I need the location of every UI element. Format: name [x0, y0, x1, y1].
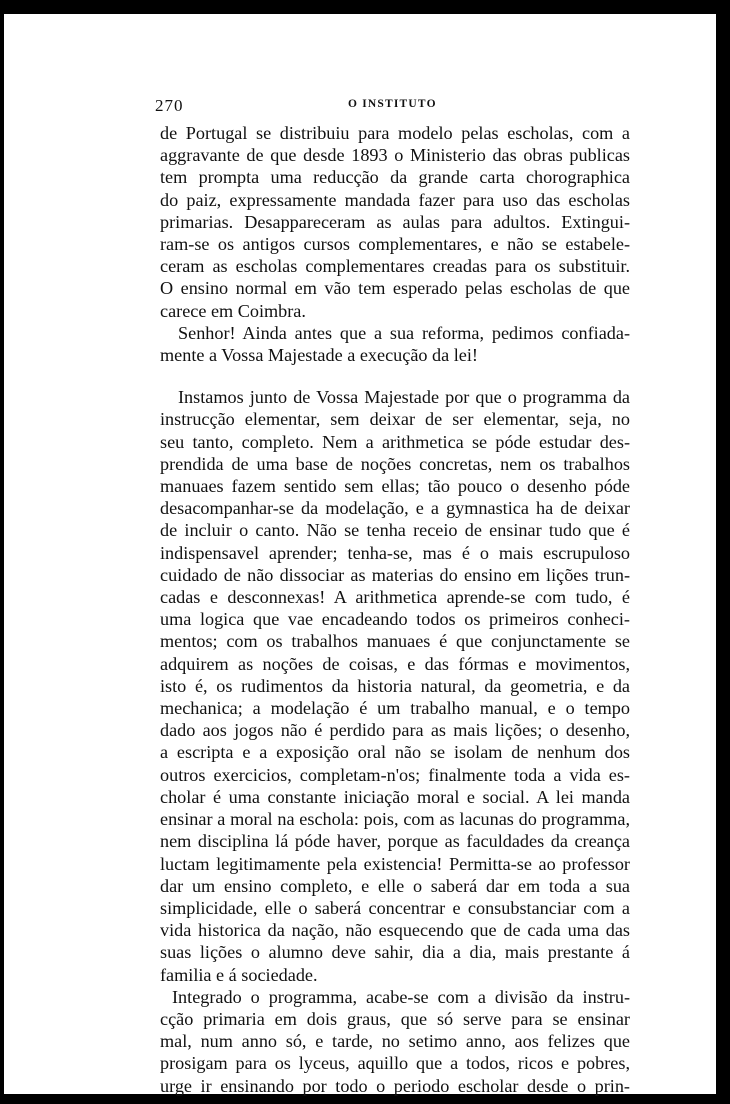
paragraph: [160, 322, 630, 366]
text-line: mal, num anno só, e tarde, no setimo anno, aos felizes que: [160, 1031, 630, 1052]
scan-border-left: [0, 0, 4, 1104]
text-line: aggravante de que desde 1893 o Ministerio das obras publicas: [160, 145, 630, 166]
text-line: familia e á sociedade.: [160, 964, 318, 985]
text-line: suas lições o alumno deve sahir, dia a dia, mais prestante á: [160, 942, 630, 963]
text-line: cholar é uma constante iniciação moral e social. A lei manda: [160, 786, 630, 807]
text-line: dado aos jogos não é perdido para as mais lições; o desenho,: [160, 720, 630, 741]
text-line: urge ir ensinando por todo o periodo escholar desde o prin-: [160, 1075, 630, 1096]
text-line: primarias. Desappareceram as aulas para adultos. Extingui-: [160, 211, 630, 232]
text-line: luctam legitimamente pela existencia! Permitta-se ao professor: [160, 853, 630, 874]
text-line: a escripta e a exposição oral não se isolam de nenhum dos: [160, 742, 630, 763]
journal-title: O INSTITUTO: [348, 98, 437, 110]
text-line: cção primaria em dois graus, que só serve para se ensinar: [160, 1008, 630, 1029]
paragraph: [160, 986, 630, 1097]
text-line: adquirem as noções de coisas, e das fórmas e movimentos,: [160, 653, 630, 674]
running-head: [155, 92, 630, 120]
text-line: ensinar a moral na eschola: pois, com as lacunas do programma,: [160, 809, 630, 830]
text-line: prendida de uma base de noções concretas, nem os trabalhos: [160, 453, 630, 474]
text-line: desacompanhar-se da modelação, e a gymnastica ha de deixar: [160, 498, 630, 519]
text-line: isto é, os rudimentos da historia natural, da geometria, e da: [160, 675, 630, 696]
text-line: Integrado o programma, acabe-se com a divisão da instru-: [172, 986, 630, 1007]
scan-border-right: [716, 0, 730, 1104]
text-line: carece em Coimbra.: [160, 300, 306, 321]
text-line: manuaes fazem sentido sem ellas; tão pouco o desenho póde: [160, 476, 630, 497]
text-line: ceram as escholas complementares creadas para os substituir.: [160, 256, 630, 277]
text-line: O ensino normal em vão tem esperado pelas escholas de que: [160, 278, 630, 299]
text-line: simplicidade, elle o saberá concentrar e consubstanciar com a: [160, 897, 630, 918]
text-line: indispensavel aprender; tenha-se, mas é o mais escrupuloso: [160, 542, 630, 563]
text-line: prosigam para os lyceus, aquillo que a todos, ricos e pobres,: [160, 1053, 630, 1074]
text-line: de Portugal se distribuiu para modelo pelas escholas, com a: [160, 123, 630, 143]
text-line: tem prompta uma reducção da grande carta chorographica: [160, 167, 630, 188]
text-line: dar um ensino completo, e elle o saberá dar em toda a sua: [160, 875, 630, 896]
text-line: Instamos junto de Vossa Majestade por que o programma da: [178, 387, 630, 408]
text-line: outros exercicios, completam-n'os; finalmente toda a vida es-: [160, 764, 630, 785]
text-line: ram-se os antigos cursos complementares, e não se estabele-: [160, 234, 630, 255]
text-line: mechanica; a modelação é um trabalho manual, e o tempo: [160, 698, 630, 719]
text-line: vida historica da nação, não esquecendo que de cada uma das: [160, 920, 630, 941]
text-line: Senhor! Ainda antes que a sua reforma, pedimos confiada-: [178, 322, 630, 343]
text-line: cuidado de não dissociar as materias do ensino em lições trun-: [160, 564, 630, 585]
paragraph-gap: [160, 366, 630, 386]
scan-border-top: [0, 0, 730, 14]
paragraph: [160, 122, 630, 322]
book-page: [155, 92, 630, 1097]
text-line: cadas e desconnexas! A arithmetica aprende-se com tudo, é: [160, 587, 630, 608]
text-line: mentos; com os trabalhos manuaes é que conjunctamente se: [160, 631, 630, 652]
text-line: do paiz, expressamente mandada fazer para uso das escholas: [160, 189, 630, 210]
text-line: nem disciplina lá póde haver, porque as faculdades da creança: [160, 831, 630, 852]
paragraph: [160, 386, 630, 985]
text-line: seu tanto, completo. Nem a arithmetica se póde estudar des-: [160, 431, 630, 452]
body-text: [160, 122, 630, 1097]
text-line: uma logica que vae encadeando todos os primeiros conheci-: [160, 609, 630, 630]
text-line: mente a Vossa Majestade a execução da lei!: [160, 345, 478, 366]
page-number: 270: [155, 96, 184, 115]
text-line: instrucção elementar, sem deixar de ser elementar, seja, no: [160, 409, 630, 430]
text-line: de incluir o canto. Não se tenha receio de ensinar tudo que é: [160, 520, 630, 541]
